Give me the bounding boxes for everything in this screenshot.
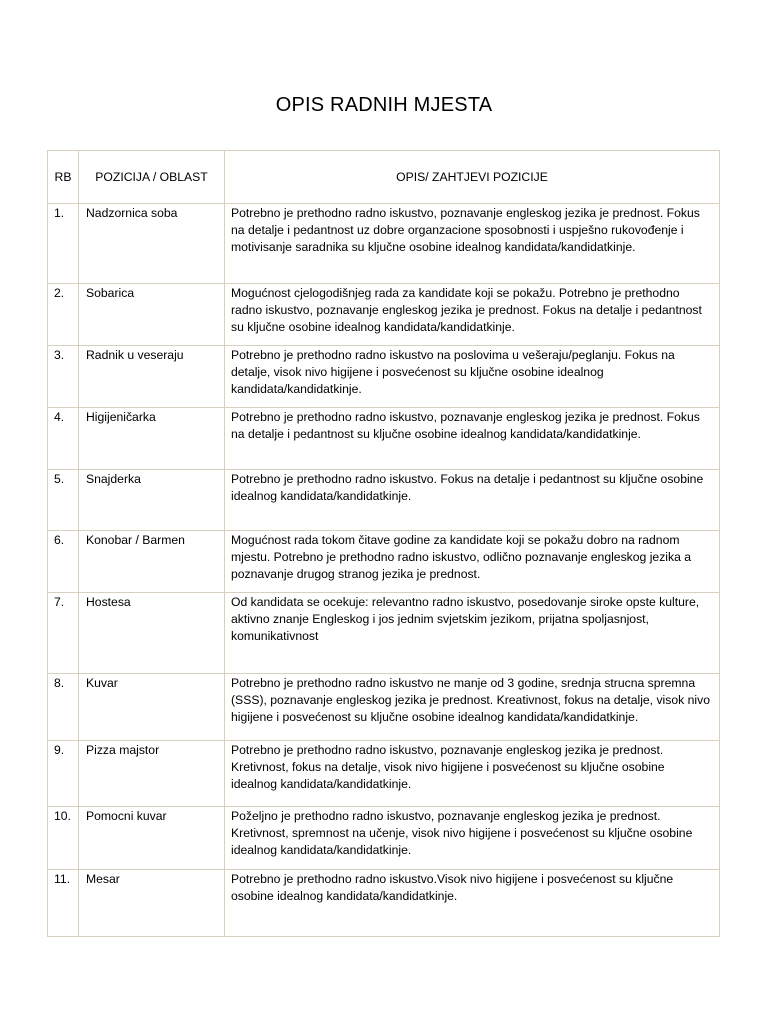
position-name: Konobar / Barmen bbox=[79, 531, 225, 593]
position-description: Od kandidata se ocekuje: relevantno radno iskustvo, posedovanje siroke opste kulture, aktivno znanje Engleskog i jos jednim svjetskim jezikom, prijatna spoljasnjost, komunikativnost bbox=[225, 593, 720, 674]
row-number: 3. bbox=[48, 346, 79, 408]
header-rb: RB bbox=[48, 151, 79, 204]
row-number: 7. bbox=[48, 593, 79, 674]
table-row bbox=[48, 593, 720, 674]
row-number: 9. bbox=[48, 741, 79, 807]
table-header-row bbox=[48, 151, 720, 204]
header-position: POZICIJA / OBLAST bbox=[79, 151, 225, 204]
row-number: 2. bbox=[48, 284, 79, 346]
position-name: Mesar bbox=[79, 870, 225, 937]
row-number: 4. bbox=[48, 408, 79, 470]
table-row bbox=[48, 741, 720, 807]
position-description: Potrebno je prethodno radno iskustvo na poslovima u vešeraju/peglanju. Fokus na detalje, visok nivo higijene i posvećenost su ključne osobine idealnog kandidata/kandidatkinje. bbox=[225, 346, 720, 408]
header-description: OPIS/ ZAHTJEVI POZICIJE bbox=[225, 151, 720, 204]
table-row bbox=[48, 531, 720, 593]
row-number: 8. bbox=[48, 674, 79, 741]
row-number: 5. bbox=[48, 470, 79, 531]
position-description: Potrebno je prethodno radno iskustvo, poznavanje engleskog jezika je prednost. Fokus na detalje i pedantnost uz dobre organzacione sposobnosti i uspješno rukovođenje i motivisanje saradnika su ključne osobine idealnog kandidata/kandidatkinje. bbox=[225, 204, 720, 284]
document-title: OPIS RADNIH MJESTA bbox=[275, 94, 493, 116]
position-name: Nadzornica soba bbox=[79, 204, 225, 284]
position-description: Potrebno je prethodno radno iskustvo.Visok nivo higijene i posvećenost su ključne osobine idealnog kandidata/kandidatkinje. bbox=[225, 870, 720, 937]
position-description: Mogućnost cjelogodišnjeg rada za kandidate koji se pokažu. Potrebno je prethodno radno iskustvo, poznavanje engleskog jezika je prednost. Fokus na detalje i pedantnost su ključne osobine idealnog kandidata/kandidatkinje. bbox=[225, 284, 720, 346]
position-description: Potrebno je prethodno radno iskustvo, poznavanje engleskog jezika je prednost. Kretivnost, fokus na detalje, visok nivo higijene i posvećenost su ključne osobine idealnog kandidata/kandidatkinje. bbox=[225, 741, 720, 807]
position-description: Potrebno je prethodno radno iskustvo, poznavanje engleskog jezika je prednost. Fokus na detalje i pedantnost su ključne osobine idealnog kandidata/kandidatkinje. bbox=[225, 408, 720, 470]
table-row bbox=[48, 204, 720, 284]
row-number: 11. bbox=[48, 870, 79, 937]
table-row bbox=[48, 284, 720, 346]
table-row bbox=[48, 470, 720, 531]
row-number: 1. bbox=[48, 204, 79, 284]
position-name: Pizza majstor bbox=[79, 741, 225, 807]
table-row bbox=[48, 674, 720, 741]
position-description: Potrebno je prethodno radno iskustvo. Fokus na detalje i pedantnost su ključne osobine idealnog kandidata/kandidatkinje. bbox=[225, 470, 720, 531]
position-name: Pomocni kuvar bbox=[79, 807, 225, 870]
position-description: Mogućnost rada tokom čitave godine za kandidate koji se pokažu dobro na radnom mjestu. Potrebno je prethodno radno iskustvo, odlično poznavanje engleskog jezika a poznavanje drugog stranog jezika je prednost. bbox=[225, 531, 720, 593]
position-name: Hostesa bbox=[79, 593, 225, 674]
position-name: Snajderka bbox=[79, 470, 225, 531]
table-row bbox=[48, 408, 720, 470]
table-row bbox=[48, 807, 720, 870]
positions-table bbox=[47, 150, 720, 937]
position-name: Radnik u veseraju bbox=[79, 346, 225, 408]
position-description: Poželjno je prethodno radno iskustvo, poznavanje engleskog jezika je prednost. Kretivnost, spremnost na učenje, visok nivo higijene i posvećenost su ključne osobine idealnog kandidata/kandidatkinje. bbox=[225, 807, 720, 870]
position-name: Higijeničarka bbox=[79, 408, 225, 470]
position-description: Potrebno je prethodno radno iskustvo ne manje od 3 godine, srednja strucna spremna (SSS), poznavanje engleskog jezika je prednost. Kreativnost, fokus na detalje, visok nivo higijene i posvećenost su ključne osobine idealnog kandidata/kandidatkinje. bbox=[225, 674, 720, 741]
table-row bbox=[48, 870, 720, 937]
position-name: Kuvar bbox=[79, 674, 225, 741]
table-row bbox=[48, 346, 720, 408]
row-number: 10. bbox=[48, 807, 79, 870]
position-name: Sobarica bbox=[79, 284, 225, 346]
row-number: 6. bbox=[48, 531, 79, 593]
